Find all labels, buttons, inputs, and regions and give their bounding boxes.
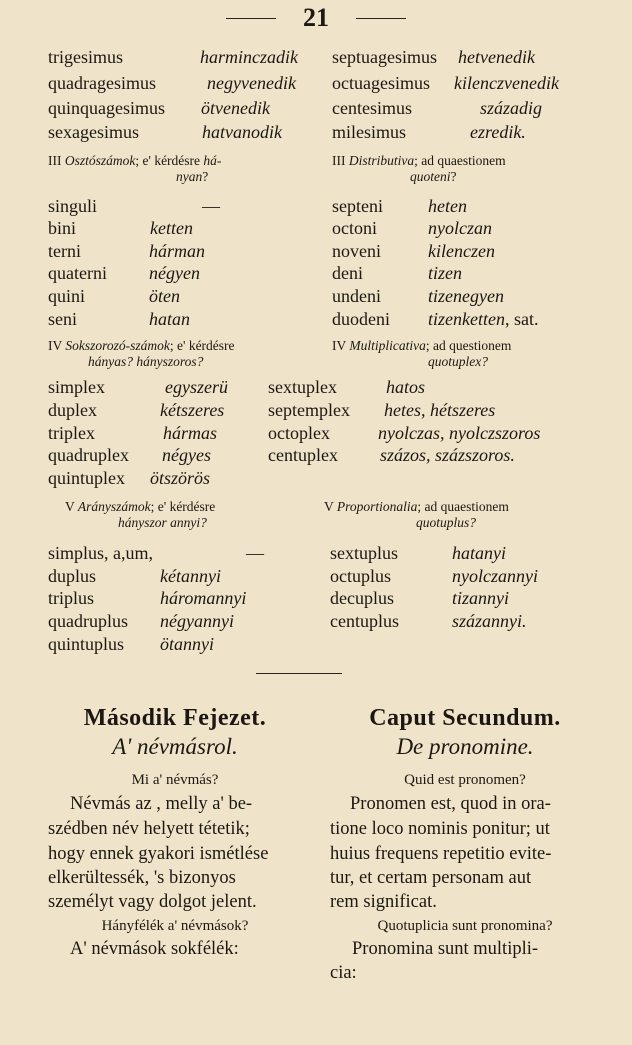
list-item-latin: singuli bbox=[48, 196, 98, 216]
list-item-hungarian: négyannyi bbox=[160, 611, 234, 631]
list-item-latin: terni bbox=[48, 241, 81, 261]
chapter-subtitle-hungarian: A' névmásrol. bbox=[112, 734, 238, 759]
ordinal-latin: quadragesimus bbox=[48, 73, 156, 93]
list-item-hungarian: négyes bbox=[162, 445, 211, 465]
list-item-suffix: , sat. bbox=[504, 309, 539, 329]
list-item-latin: quadruplex bbox=[48, 445, 129, 465]
list-item-hungarian: hetes, hétszeres bbox=[384, 400, 496, 420]
paragraph-line: tione loco nominis ponitur; ut bbox=[330, 819, 550, 839]
list-item-latin: centuplus bbox=[330, 611, 399, 631]
list-item-latin: duodeni bbox=[332, 309, 390, 329]
section-5-right-question: quotuplus? bbox=[416, 515, 477, 530]
list-item-hungarian: hármas bbox=[163, 423, 218, 443]
list-item-hungarian: egyszerü bbox=[165, 377, 228, 397]
chapter-title-hungarian: Második Fejezet. bbox=[83, 705, 267, 731]
list-item-latin: undeni bbox=[332, 286, 381, 306]
question-hungarian: Mi a' névmás? bbox=[131, 772, 219, 788]
section-heading-text: ; ad quaestionem bbox=[417, 499, 509, 514]
list-item-hungarian: hárman bbox=[149, 241, 206, 261]
ordinal-latin: quinquagesimus bbox=[48, 98, 165, 118]
section-question: nyan bbox=[176, 169, 203, 184]
list-item-latin: triplex bbox=[48, 423, 95, 443]
section-term: Proportionalia bbox=[336, 499, 418, 514]
list-item-latin: octuplus bbox=[330, 566, 391, 586]
section-5-left-question: hányszor annyi? bbox=[118, 515, 207, 530]
ordinal-latin: sexagesimus bbox=[48, 122, 139, 142]
list-item-latin: noveni bbox=[332, 241, 381, 261]
ordinal-hungarian: kilenczvenedik bbox=[454, 73, 559, 93]
list-item-hungarian: öten bbox=[149, 286, 180, 306]
page-number: 21 bbox=[303, 3, 329, 32]
section-term: Distributiva bbox=[348, 153, 415, 168]
list-item-latin: bini bbox=[48, 218, 77, 238]
list-item-hungarian: hatos bbox=[386, 377, 426, 397]
list-item-latin: simplex bbox=[48, 377, 105, 397]
ordinal-hungarian: negyvenedik bbox=[207, 73, 296, 93]
ordinal-hungarian: hatvanodik bbox=[202, 122, 282, 142]
list-item-latin: centuplex bbox=[268, 445, 338, 465]
list-item-hungarian: heten bbox=[428, 196, 467, 216]
section-heading-text: ; ad questionem bbox=[425, 338, 512, 353]
list-item-latin: duplex bbox=[48, 400, 97, 420]
list-item-hungarian: ötszörös bbox=[150, 468, 211, 488]
section-question: quoteni bbox=[410, 169, 451, 184]
list-item-latin: quadruplus bbox=[48, 611, 128, 631]
section-numeral: IV bbox=[48, 338, 63, 353]
paragraph-line: szédben név helyett tétetik; bbox=[48, 819, 250, 839]
list-item-hungarian: kétszeres bbox=[160, 400, 225, 420]
section-divider bbox=[256, 673, 342, 674]
list-item-hungarian: százos, százszoros. bbox=[380, 445, 515, 465]
question-mark: ? bbox=[450, 169, 457, 184]
question-hungarian: Hányfélék a' névmások? bbox=[101, 918, 249, 934]
chapter-title-latin: Caput Secundum. bbox=[369, 705, 561, 731]
paragraph-line: Névmás az , melly a' be- bbox=[70, 794, 253, 814]
question-latin: Quotuplicia sunt pronomina? bbox=[377, 918, 553, 934]
list-item-hungarian: kilenczen bbox=[428, 241, 495, 261]
list-item-hungarian: nyolczan bbox=[428, 218, 492, 238]
list-item-hungarian: kétannyi bbox=[160, 566, 221, 586]
section-term: Multiplicativa bbox=[349, 338, 426, 353]
list-item-latin: sextuplex bbox=[268, 377, 337, 397]
section-term: Sokszorozó-számok bbox=[65, 338, 170, 353]
list-item-hungarian: ötannyi bbox=[160, 634, 214, 654]
answer-latin-line: cia: bbox=[330, 963, 357, 983]
header-rule-left bbox=[226, 18, 276, 19]
paragraph-line: Pronomen est, quod in ora- bbox=[350, 794, 551, 814]
section-term: Arányszámok bbox=[77, 499, 151, 514]
paragraph-line: személyt vagy dolgot jelent. bbox=[48, 892, 257, 912]
chapter-subtitle-latin: De pronomine. bbox=[396, 734, 534, 759]
section-4-left-heading bbox=[48, 339, 235, 353]
question-mark: ? bbox=[202, 169, 209, 184]
section-numeral: III bbox=[48, 153, 62, 168]
section-heading-text: ; e' kérdésre bbox=[150, 499, 216, 514]
list-item-hungarian: százannyi. bbox=[452, 611, 527, 631]
list-item-latin: quintuplus bbox=[48, 634, 125, 654]
list-item-dash: — bbox=[202, 196, 220, 216]
list-item-latin: quini bbox=[48, 286, 86, 306]
list-item-hungarian: hatanyi bbox=[452, 543, 506, 563]
list-item-latin: decuplus bbox=[330, 588, 394, 608]
section-term: Osztószámok bbox=[64, 153, 136, 168]
list-item-hungarian: tizenketten bbox=[428, 309, 505, 329]
header-rule-right bbox=[356, 18, 406, 19]
section-5-right-heading bbox=[324, 500, 509, 514]
ordinal-latin: centesimus bbox=[332, 98, 412, 118]
question-latin: Quid est pronomen? bbox=[404, 772, 526, 788]
section-3-left-heading bbox=[48, 154, 221, 168]
ordinal-latin: milesimus bbox=[332, 122, 407, 142]
list-item-hungarian: ketten bbox=[150, 218, 193, 238]
list-item-latin: septeni bbox=[332, 196, 383, 216]
list-item-hungarian: nyolczannyi bbox=[452, 566, 538, 586]
answer-hungarian: A' névmások sokfélék: bbox=[70, 939, 239, 959]
paragraph-line: huius frequens repetitio evite- bbox=[330, 844, 552, 864]
list-item-hungarian: tizen bbox=[428, 263, 462, 283]
section-4-left-question: hányas? hányszoros? bbox=[88, 354, 204, 369]
ordinal-latin: trigesimus bbox=[48, 47, 123, 67]
list-item-latin: quintuplex bbox=[48, 468, 125, 488]
paragraph-line: tur, et certam personam aut bbox=[330, 868, 532, 888]
list-item-latin: seni bbox=[48, 309, 77, 329]
paragraph-line: rem significat. bbox=[330, 892, 437, 912]
list-item-latin: deni bbox=[332, 263, 363, 283]
ordinal-latin: septuagesimus bbox=[332, 47, 437, 67]
section-question: há- bbox=[203, 153, 222, 168]
ordinal-latin: octuagesimus bbox=[332, 73, 430, 93]
list-item-hungarian: hatan bbox=[149, 309, 191, 329]
section-heading-text: ; ad quaestionem bbox=[414, 153, 506, 168]
list-item-hungarian: nyolczas, nyolczszoros bbox=[378, 423, 541, 443]
answer-latin-line: Pronomina sunt multipli- bbox=[352, 939, 539, 959]
list-item-latin: simplus, a,um, bbox=[48, 543, 154, 563]
list-item-hungarian-with-suffix bbox=[428, 310, 538, 328]
section-4-right-question: quotuplex? bbox=[428, 354, 488, 369]
ordinal-hungarian: ötvenedik bbox=[201, 98, 270, 118]
list-item-hungarian: tizannyi bbox=[452, 588, 509, 608]
list-item-dash: — bbox=[246, 543, 264, 563]
list-item-latin: septemplex bbox=[268, 400, 350, 420]
paragraph-line: elkerültessék, 's bizonyos bbox=[48, 868, 236, 888]
list-item-latin: sextuplus bbox=[330, 543, 399, 563]
section-3-left-heading-line2 bbox=[176, 170, 208, 184]
list-item-latin: octoni bbox=[332, 218, 377, 238]
section-heading-text: ; e' kérdésre bbox=[135, 153, 201, 168]
list-item-latin: duplus bbox=[48, 566, 97, 586]
section-5-left-heading bbox=[65, 500, 215, 514]
list-item-latin: triplus bbox=[48, 588, 95, 608]
ordinal-hungarian: ezredik. bbox=[470, 122, 526, 142]
section-numeral: V bbox=[65, 499, 75, 514]
list-item-latin: quaterni bbox=[48, 263, 107, 283]
section-numeral: III bbox=[332, 153, 346, 168]
list-item-hungarian: tizenegyen bbox=[428, 286, 504, 306]
list-item-latin: octoplex bbox=[268, 423, 330, 443]
list-item-hungarian: négyen bbox=[149, 263, 200, 283]
ordinal-hungarian: hetvenedik bbox=[458, 47, 535, 67]
section-numeral: V bbox=[324, 499, 334, 514]
section-3-right-heading bbox=[332, 154, 506, 168]
ordinal-hungarian: harminczadik bbox=[200, 47, 298, 67]
ordinal-hungarian: századig bbox=[480, 98, 543, 118]
paragraph-line: hogy ennek gyakori ismétlése bbox=[48, 844, 269, 864]
section-heading-text: ; e' kérdésre bbox=[169, 338, 235, 353]
list-item-hungarian: háromannyi bbox=[160, 588, 247, 608]
section-numeral: IV bbox=[332, 338, 347, 353]
section-4-right-heading bbox=[332, 339, 511, 353]
section-3-right-heading-line2 bbox=[410, 170, 457, 184]
